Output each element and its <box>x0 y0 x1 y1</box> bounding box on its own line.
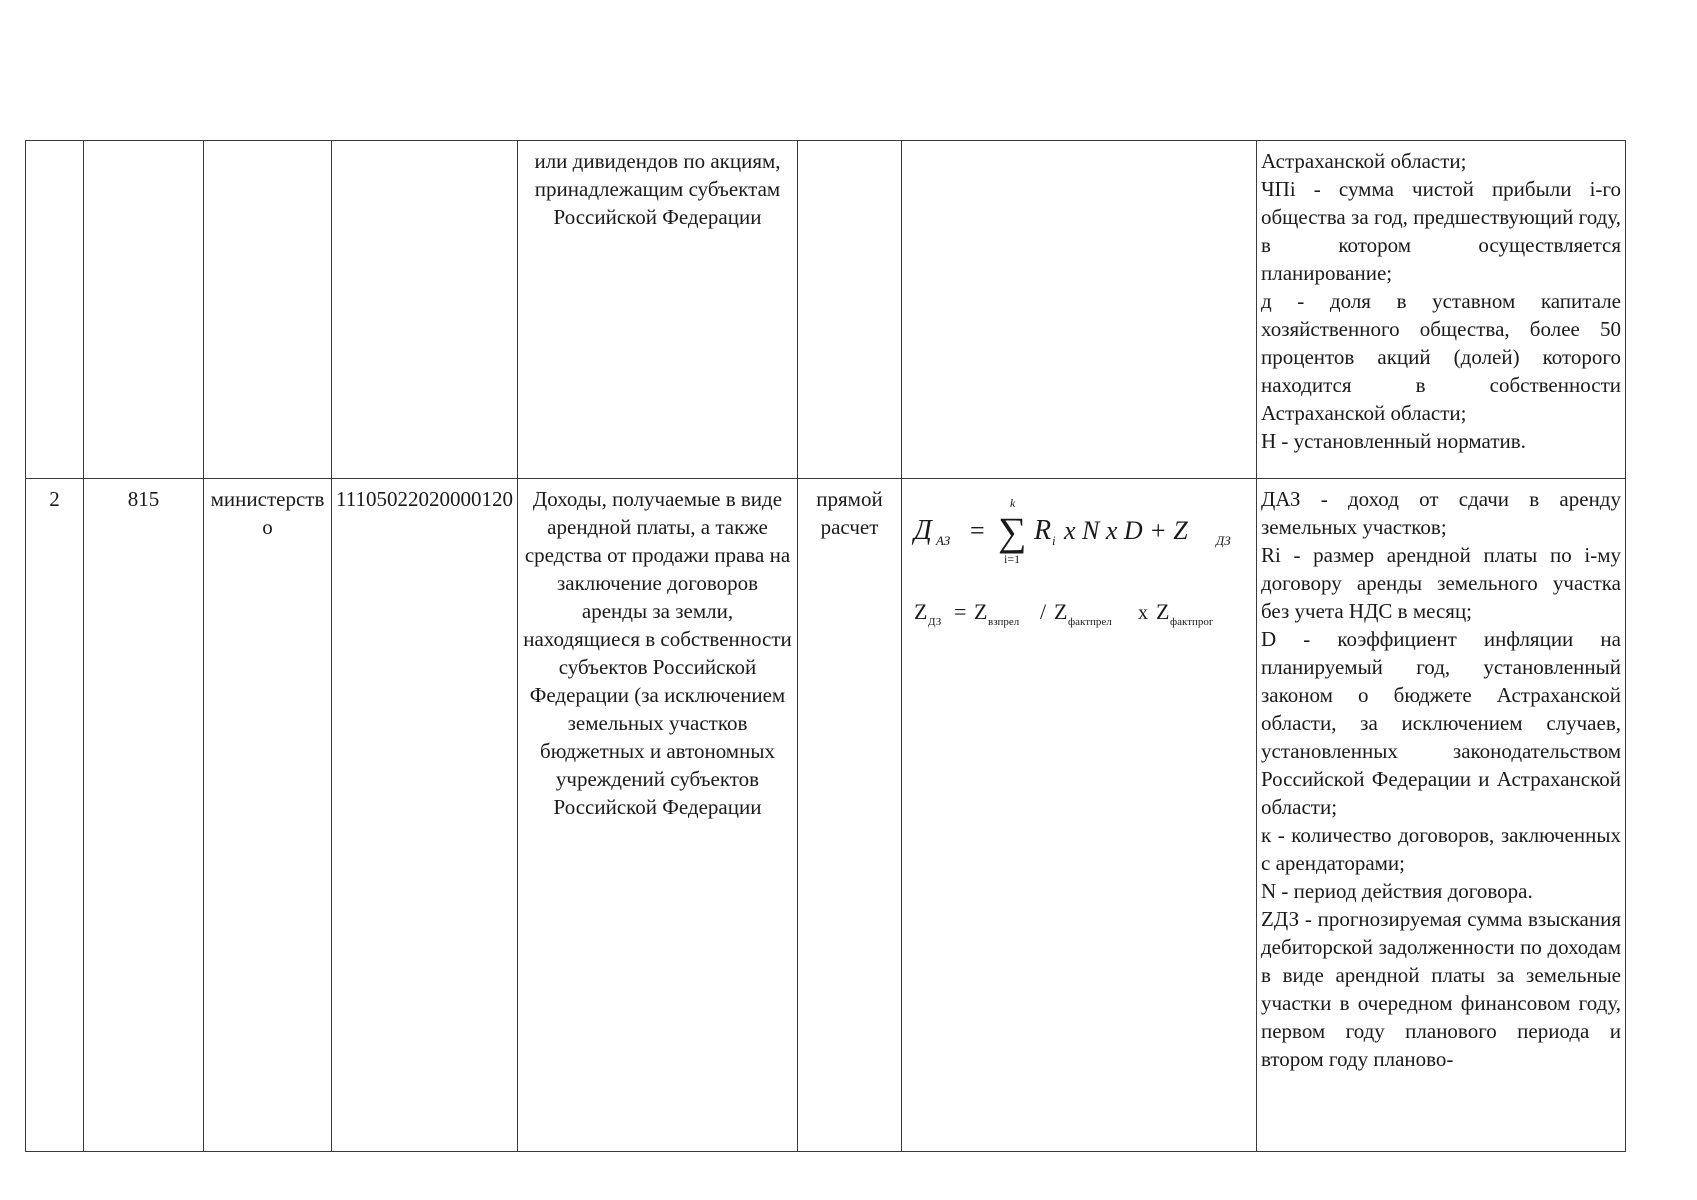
table-row <box>26 479 1626 1152</box>
formula-rest-sub: ДЗ <box>1216 533 1231 548</box>
formula-lhs-sub: АЗ <box>936 533 951 548</box>
description-line: д - доля в уставном капитале хозяйственного общества, более 50 процентов акций (долей) которого находится в собственности Астраханской области; <box>1261 289 1621 425</box>
formula2-a-sub: взпрел <box>988 616 1020 628</box>
formula2-lhs-sub: ДЗ <box>928 616 942 628</box>
formula2-lhs: Z <box>914 599 928 624</box>
description-line: ДАЗ - доход от сдачи в аренду земельных участков; <box>1261 487 1621 539</box>
formula2-c-sub: фактпрог <box>1170 616 1214 628</box>
formula-term-sub: i <box>1052 533 1056 548</box>
description-line: ZДЗ - прогнозируемая сумма взыскания дебиторской задолженности по доходам в виде арендной платы за земельные участки в очередном финансовом году, первом году планового периода и втором году планово- <box>1261 907 1621 1071</box>
table-row <box>26 141 1626 479</box>
formula2-times: x <box>1138 602 1148 624</box>
formula-graphic <box>902 479 1257 659</box>
formula2-c: Z <box>1156 599 1170 624</box>
cell-method: прямой расчет <box>798 479 902 1152</box>
formula2-a: Z <box>974 599 988 624</box>
cell-admin-code <box>84 141 204 479</box>
description-line: Астраханской области; <box>1261 149 1467 173</box>
cell-formula <box>902 479 1257 1152</box>
cell-admin-name: министерство <box>204 479 332 1152</box>
formula-sum-bottom: i=1 <box>1004 552 1021 566</box>
formula-lhs: Д <box>914 515 932 546</box>
cell-income-name: Доходы, получаемые в виде арендной платы, а также средства от продажи права на заключение договоров аренды за земли, находящиеся в собственности субъектов Российской Федерации (за исключением земельных участков бюджетных и автономных учреждений субъектов Российской Федерации <box>518 479 798 1152</box>
description-line: N - период действия договора. <box>1261 879 1533 903</box>
cell-method <box>798 141 902 479</box>
cell-description <box>1257 141 1626 479</box>
formula-equals: = <box>970 516 985 545</box>
formula2-equals: = <box>954 599 967 624</box>
cell-kbk <box>332 141 518 479</box>
cell-num <box>26 141 84 479</box>
formula-sum-top: k <box>1010 496 1016 510</box>
formula-rest: x N x D + Z <box>1064 516 1188 545</box>
cell-kbk: 11105022020000120 <box>332 479 518 1152</box>
cell-formula <box>902 141 1257 479</box>
formula2-slash: / <box>1040 599 1047 624</box>
cell-admin-code: 815 <box>84 479 204 1152</box>
description-line: ЧПi - сумма чистой прибыли i-го общества за год, предшествующий году, в котором осуществляется планирование; <box>1261 177 1621 285</box>
cell-admin-name <box>204 141 332 479</box>
description-line: Н - установленный норматив. <box>1261 429 1526 453</box>
description-line: D - коэффициент инфляции на планируемый год, установленный законом о бюджете Астраханской области, за исключением случаев, установленных законодательством Российской Федерации и Астраханской области; <box>1261 627 1621 819</box>
cell-income-name: или дивидендов по акциям, принадлежащим субъектам Российской Федерации <box>518 141 798 479</box>
formula-sigma: ∑ <box>998 509 1027 554</box>
cell-description <box>1257 479 1626 1152</box>
formula2-b-sub: фактпрел <box>1068 616 1112 628</box>
formula2-b: Z <box>1054 599 1068 624</box>
cell-num: 2 <box>26 479 84 1152</box>
description-line: к - количество договоров, заключенных с арендаторами; <box>1261 823 1621 875</box>
revenue-forecast-table <box>25 140 1626 1152</box>
description-line: Ri - размер арендной платы по i-му договору аренды земельного участка без учета НДС в месяц; <box>1261 543 1621 623</box>
formula-term: R <box>1034 515 1052 546</box>
